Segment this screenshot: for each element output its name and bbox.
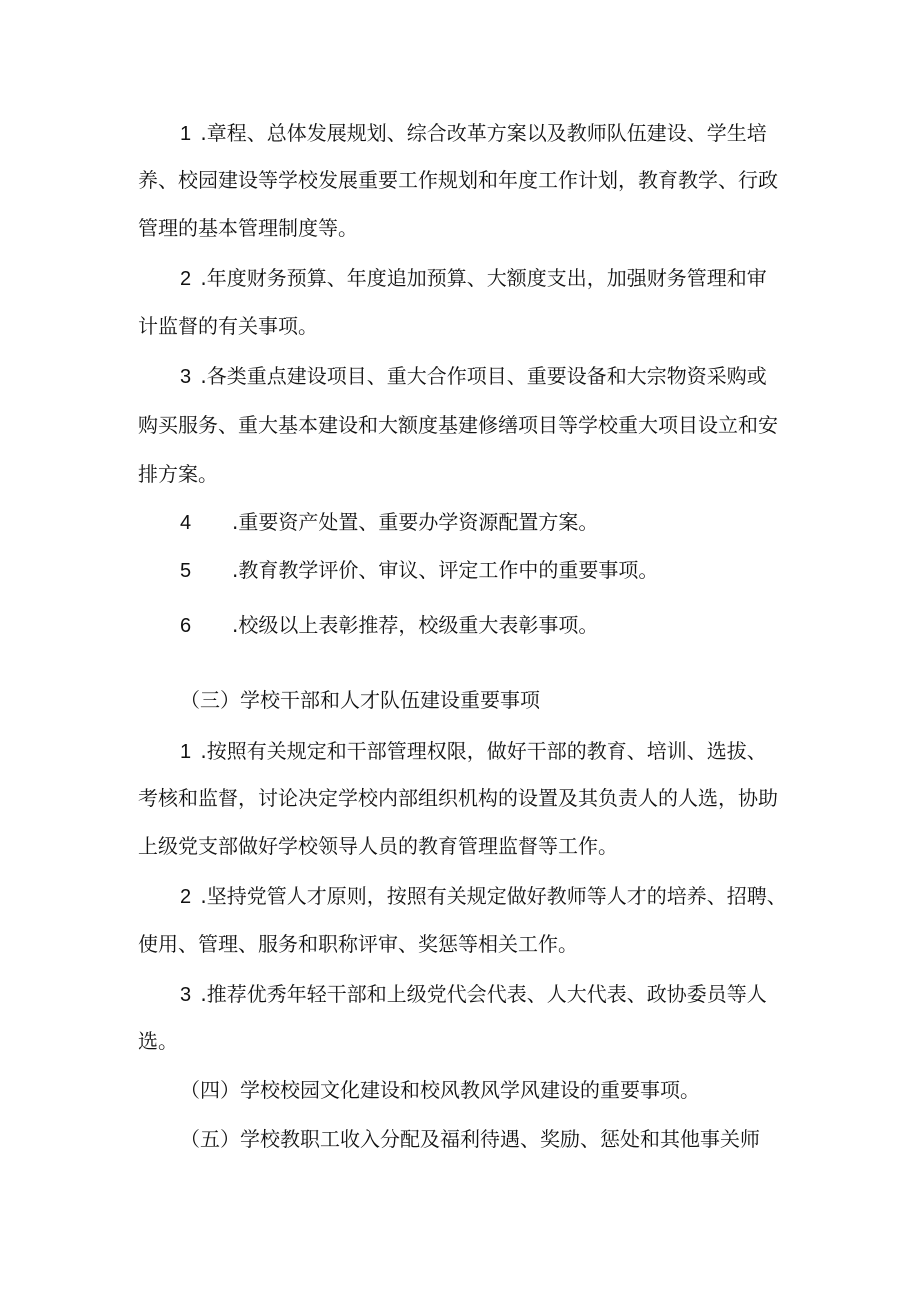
- s3-item-2-number: 2: [180, 886, 192, 908]
- item-4-line: 4 .重要资产处置、重要办学资源配置方案。: [180, 508, 598, 536]
- item-6-number: 6: [180, 615, 192, 637]
- s3-item-2-line-1: 2 .坚持党管人才原则，按照有关规定做好教师等人才的培养、招聘、: [180, 882, 787, 910]
- s3-item-1-number: 1: [180, 741, 192, 763]
- item-3-line-1: 3 .各类重点建设项目、重大合作项目、重要设备和大宗物资采购或: [180, 362, 767, 390]
- item-2-line-1: 2 .年度财务预算、年度追加预算、大额度支出，加强财务管理和审: [180, 264, 767, 292]
- section-5-heading: （五）学校教职工收入分配及福利待遇、奖励、惩处和其他事关师: [180, 1127, 760, 1151]
- item-1-line-2: 养、校园建设等学校发展重要工作规划和年度工作计划，教育教学、行政: [138, 168, 778, 192]
- s3-item-3-number: 3: [180, 984, 192, 1006]
- s3-item-1-line-3: 上级党支部做好学校领导人员的教育管理监督等工作。: [138, 834, 618, 858]
- section-3-heading: （三）学校干部和人才队伍建设重要事项: [180, 688, 540, 712]
- section-4-heading: （四）学校校园文化建设和校风教风学风建设的重要事项。: [180, 1078, 700, 1102]
- item-3-line-3: 排方案。: [138, 462, 218, 486]
- item-1-number: 1: [180, 123, 192, 145]
- s3-item-2-line-2: 使用、管理、服务和职称评审、奖惩等相关工作。: [138, 932, 578, 956]
- item-6-line: 6 .校级以上表彰推荐，校级重大表彰事项。: [180, 611, 598, 639]
- item-4-number: 4: [180, 512, 192, 534]
- item-1-line-1: 1 .章程、总体发展规划、综合改革方案以及教师队伍建设、学生培: [180, 119, 767, 147]
- s3-item-3-line-1: 3 .推荐优秀年轻干部和上级党代会代表、人大代表、政协委员等人: [180, 980, 767, 1008]
- item-5-number: 5: [180, 560, 192, 582]
- item-1-line-3: 管理的基本管理制度等。: [138, 216, 358, 240]
- item-3-number: 3: [180, 366, 192, 388]
- item-3-line-2: 购买服务、重大基本建设和大额度基建修缮项目等学校重大项目设立和安: [138, 413, 778, 437]
- item-2-line-2: 计监督的有关事项。: [138, 314, 318, 338]
- s3-item-1-line-2: 考核和监督，讨论决定学校内部组织机构的设置及其负责人的人选，协助: [138, 786, 778, 810]
- s3-item-1-line-1: 1 .按照有关规定和干部管理权限，做好干部的教育、培训、选拔、: [180, 737, 767, 765]
- item-5-line: 5 .教育教学评价、审议、评定工作中的重要事项。: [180, 556, 658, 584]
- item-2-number: 2: [180, 268, 192, 290]
- s3-item-3-line-2: 选。: [138, 1029, 178, 1053]
